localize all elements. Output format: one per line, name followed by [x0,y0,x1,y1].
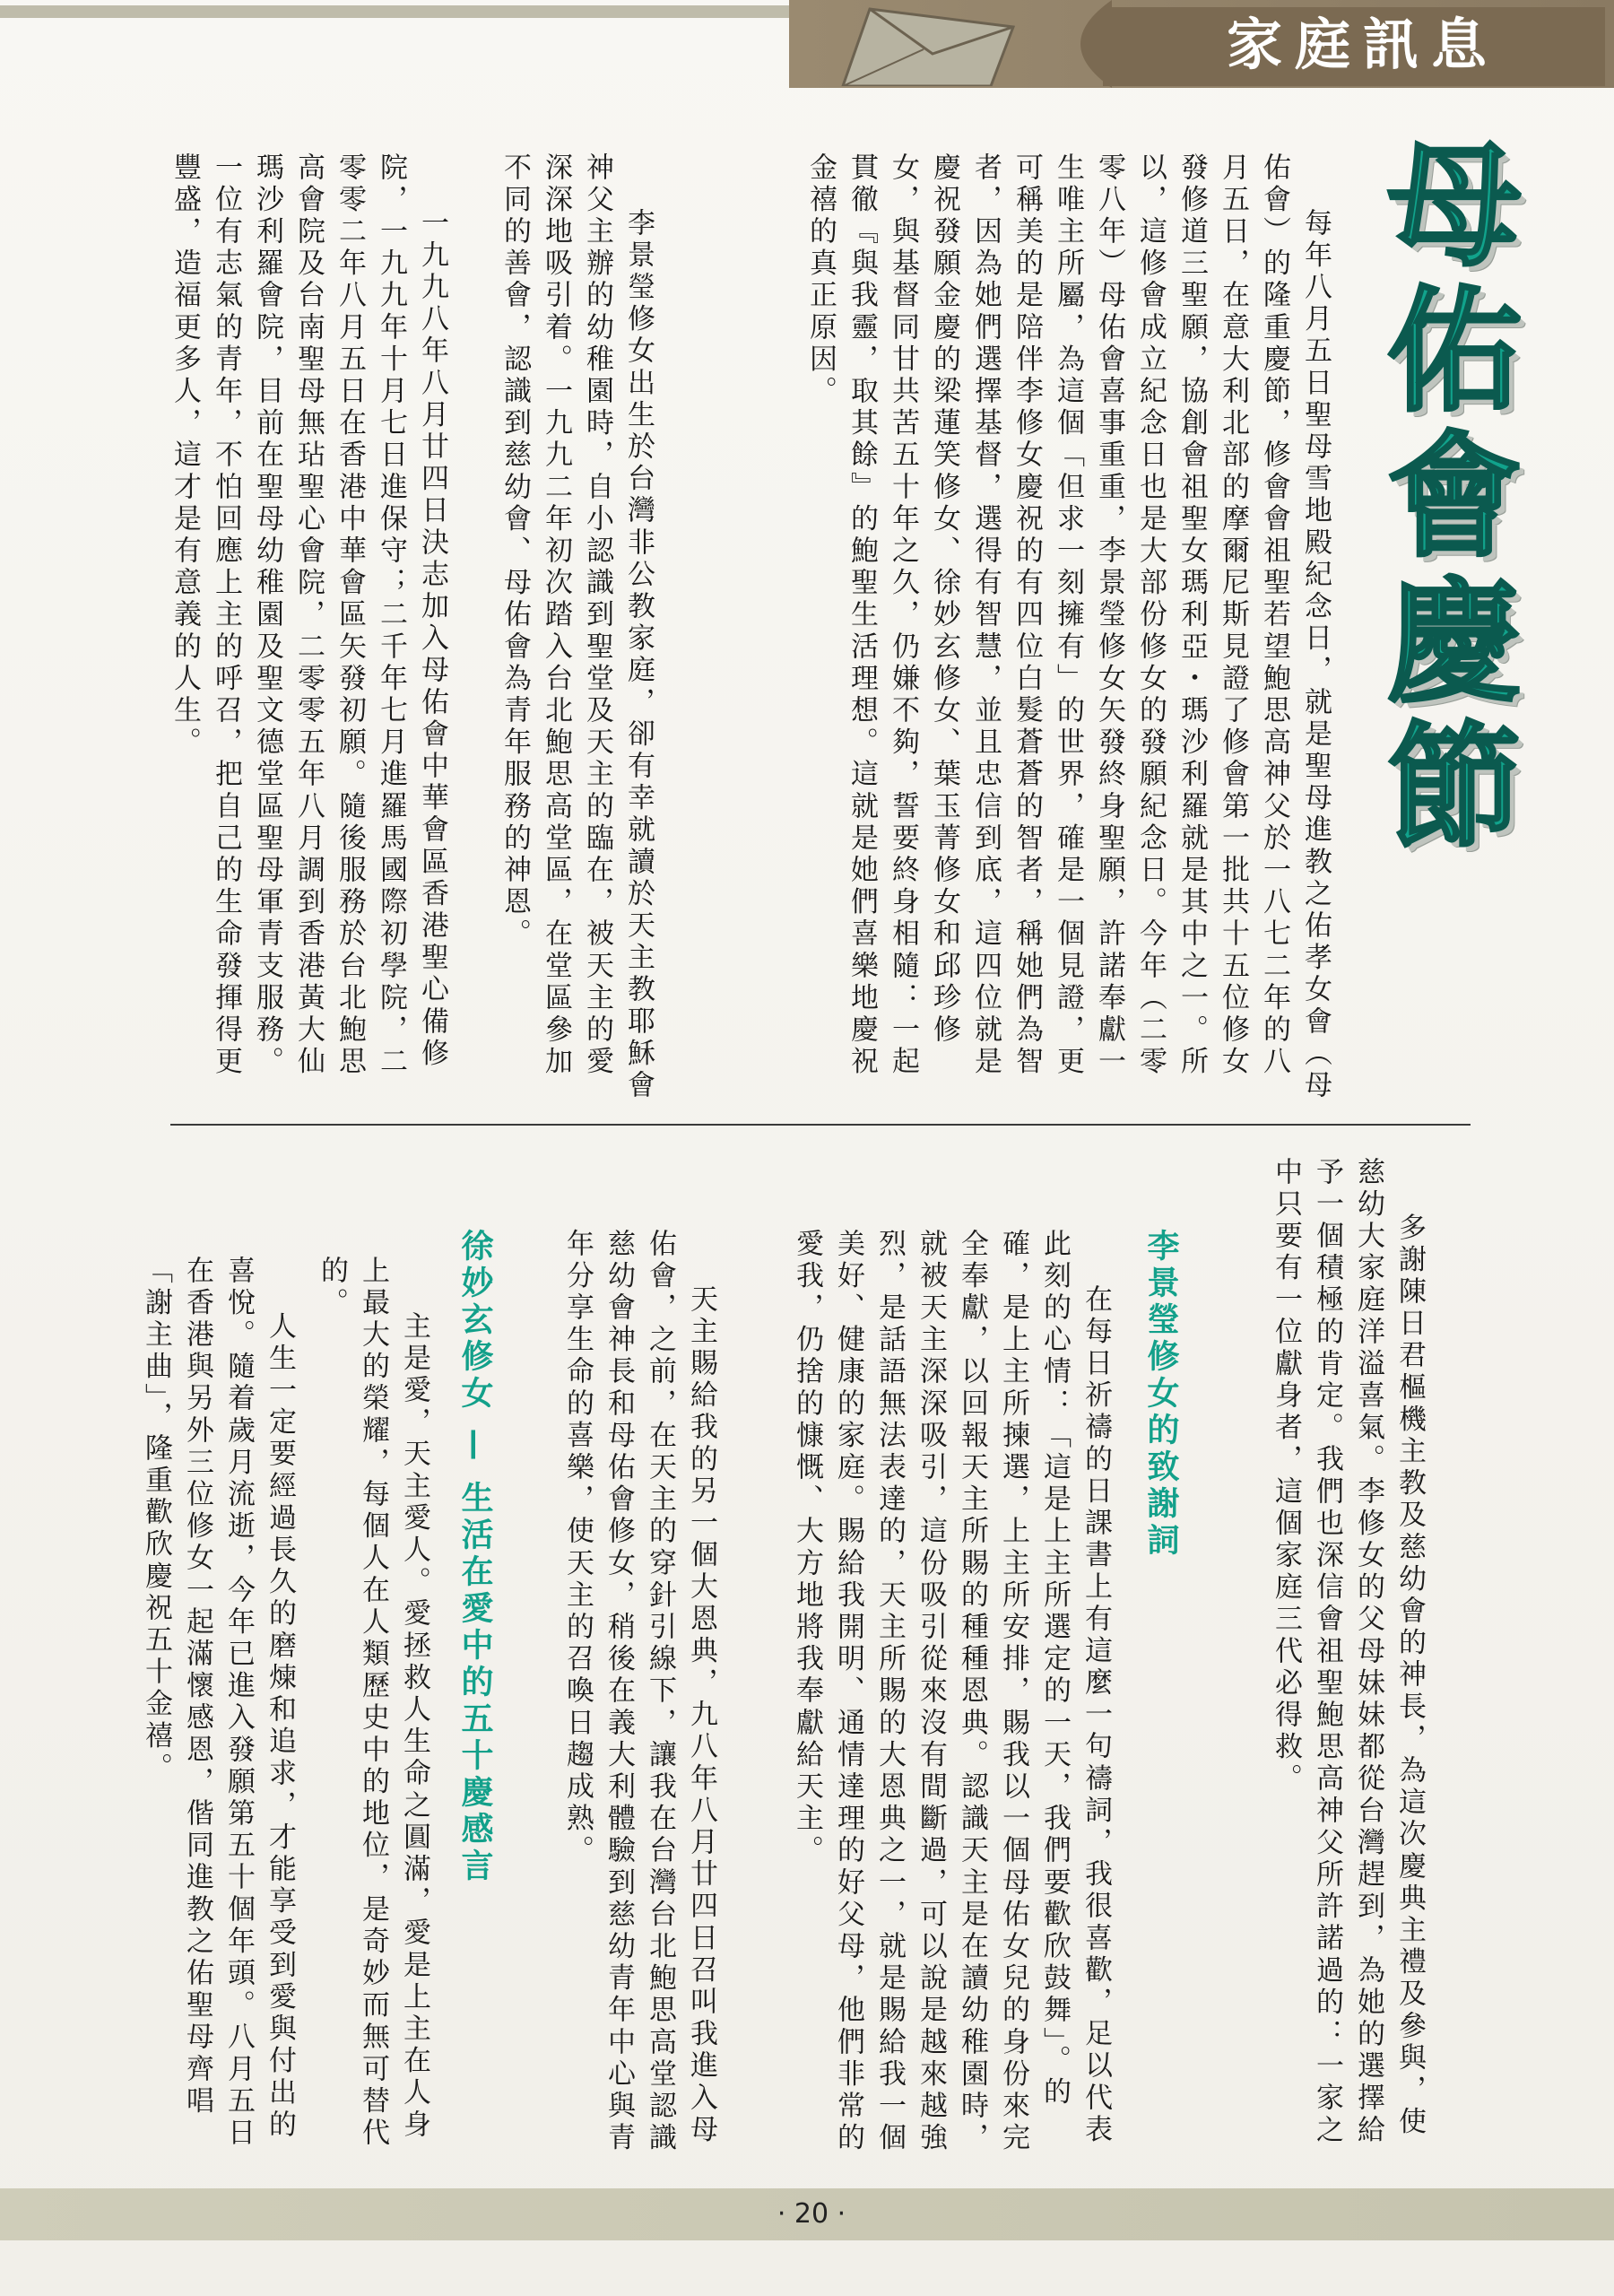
hsu-paragraph-2: 人生一定要經過長久的磨煉和追求，才能享受到愛與付出的喜悅。隨着歲月流逝，今年已進入發願第五十個年頭。八月五日在香港與另外三位修女一起滿懷感恩，偕同進教之佑聖母齊唱「謝主曲」，隆重歡欣慶祝五十金禧。 [140,1256,296,2150]
intro-paragraph-3: 一九九八年八月廿四日決志加入母佑會中華會區香港聖心備修院，一九九年十月七日進保守；二千年七月進羅馬國際初學院，二零零二年八月五日在香港中華會區矢發初願。隨後服務於台北鮑思高會院及台南聖母無玷聖心會院，二零零五年八月調到香港黃大仙瑪沙利羅會院，目前在聖母幼稚園及聖文德堂區聖母軍青支服務。一位有志氣的青年，不怕回應上主的呼召，把自己的生命發揮得更豐盛，造福更多人，這才是有意義的人生。 [169,152,448,1079]
lee-section-heading: 李景瑩修女的致謝詞 [1142,1229,1179,1560]
section-title: 家庭訊息 [1226,12,1499,77]
hsu-section-heading: 徐妙玄修女 — 生活在愛中的五十慶感言 [456,1229,493,1886]
page-number: · 20 · [777,2198,846,2230]
envelope-icon [834,0,1022,86]
thanks-paragraph: 多謝陳日君樞機主教及慈幼會的神長，為這次慶典主禮及參與，使慈幼大家庭洋溢喜氣。李修女的父母妹妹都從台灣趕到，為她的選擇給予一個積極的肯定。我們也深信會祖聖鮑思高神父所許諾過的：一家之中只要有一位獻身者，這個家庭三代必得救。 [1270,1157,1426,2147]
intro-paragraph-1: 每年八月五日聖母雪地殿紀念日，就是聖母進教之佑孝女會（母佑會）的隆重慶節，修會會祖聖若望鮑思高神父於一八七二年的八月五日，在意大利北部的摩爾尼斯見證了修會第一批共十五位修女發修道三聖願，協創會祖聖女瑪利亞・瑪沙利羅就是其中之一。所以，這修會成立紀念日也是大部份修女的發願紀念日。今年（二零零八年）母佑會喜事重重，李景瑩修女矢發終身聖願，許諾奉獻一生唯主所屬，為這個「但求一刻擁有」的世界，確是一個見證，更可稱美的是陪伴李修女慶祝的有四位白髮蒼蒼的智者，稱她們為智者，因為她們選擇基督，選得有智慧，並且忠信到底，這四位就是慶祝發願金慶的梁蓮笑修女、徐妙玄修女、葉玉菁修女和邱珍修女，與基督同甘共苦五十年之久，仍嫌不夠，誓要終身相隨：一起貫徹『與我靈，取其餘』的鮑聖生活理想。這就是她們喜樂地慶祝金禧的真正原因。 [804,152,1332,1102]
intro-paragraph-2: 李景瑩修女出生於台灣非公教家庭，卻有幸就讀於天主教耶穌會神父主辦的幼稚園時，自小認識到聖堂及天主的臨在，被天主的愛深深地吸引着。一九九二年初次踏入台北鮑思高堂區，在堂區參加不同的善會，認識到慈幼會、母佑會為青年服務的神恩。 [499,152,655,1102]
lee-paragraph-2: 天主賜給我的另一個大恩典，九八年八月廿四日召叫我進入母佑會，之前，在天主的穿針引線下，讓我在台灣台北鮑思高堂認識慈幼會神長和母佑會修女，稍後在義大利體驗到慈幼青年中心與青年分享生命的喜樂，使天主的召喚日趨成熟。 [561,1229,717,2155]
hsu-paragraph-1: 主是愛，天主愛人。愛拯救人生命之圓滿，愛是上主在人身上最大的榮耀，每個人在人類歷史中的地位，是奇妙而無可替代的。 [316,1256,430,2150]
header-curve-decoration [1040,0,1112,88]
section-divider [170,1124,1471,1126]
article-title: 母佑會慶節 [1364,135,1520,861]
lee-paragraph-1: 在每日祈禱的日課書上有這麼一句禱詞，我很喜歡，足以代表此刻的心情：「這是上主所選定的一天，我們要歡欣鼓舞」。的確，是上主所揀選，上主所安排，賜我以一個母佑女兒的身份來完全奉獻，以回報天主所賜的種種恩典。認識天主是在讀幼稚園時，就被天主深深吸引，這份吸引從來沒有間斷過，可以說是越來越強烈，是話語無法表達的，天主所賜的大恩典之一，就是賜給我一個美好、健康的家庭。賜給我開明、通情達理的好父母，他們非常的愛我，仍捨的慷慨、大方地將我奉獻給天主。 [791,1229,1112,2155]
